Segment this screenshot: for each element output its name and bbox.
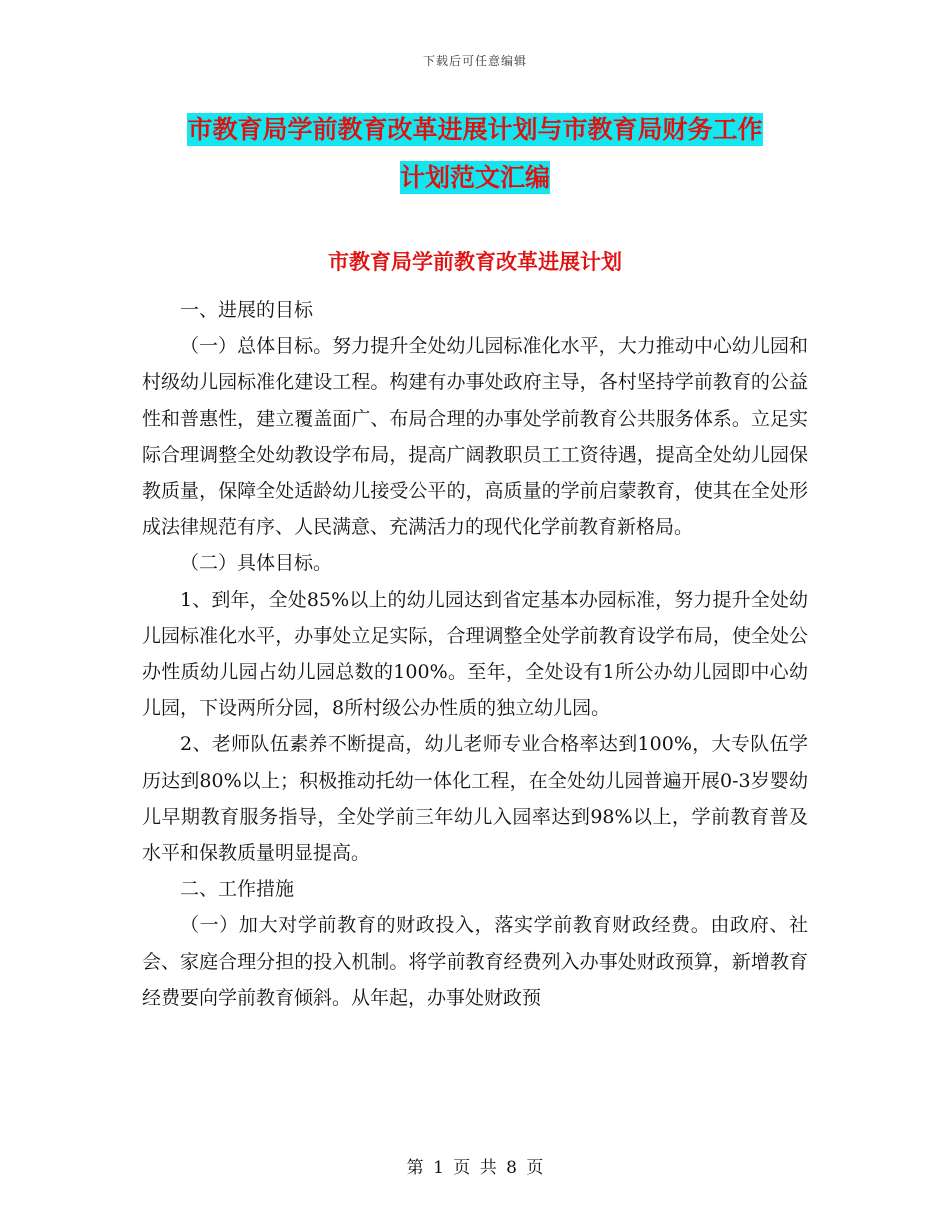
paragraph-specific-goal-2: 2、老师队伍素养不断提高，幼儿老师专业合格率达到100%，大专队伍学历达到80%以上；积极推动托幼一体化工程，在全处幼儿园普遍开展0-3岁婴幼儿早期教育服务指导，全处学前三年幼儿入园率达到98%以上，学前教育普及水平和保教质量明显提高。: [142, 733, 808, 865]
page-number-footer: 第 1 页 共 8 页: [406, 1158, 544, 1178]
header-note: 下载后可任意编辑: [422, 54, 527, 68]
body-text: [142, 292, 808, 1016]
section-title: 市教育局学前教育改革进展计划: [328, 250, 622, 274]
paragraph-measure-1: （一）加大对学前教育的财政投入，落实学前教育财政经费。由政府、社会、家庭合理分担的投入机制。将学前教育经费列入办事处财政预算，新增教育经费要向学前教育倾斜。从年起，办事处财政预: [142, 914, 808, 1009]
paragraph-overall-goal: （一）总体目标。努力提升全处幼儿园标准化水平，大力推动中心幼儿园和村级幼儿园标准化建设工程。构建有办事处政府主导，各村坚持学前教育的公益性和普惠性，建立覆盖面广、布局合理的办事处学前教育公共服务体系。立足实际合理调整全处幼教设学布局，提高广阔教职员工工资待遇，提高全处幼儿园保教质量，保障全处适龄幼儿接受公平的，高质量的学前启蒙教育，使其在全处形成法律规范有序、人民满意、充满活力的现代化学前教育新格局。: [142, 335, 808, 539]
title-line-2: 计划范文汇编: [399, 163, 550, 192]
paragraph-specific-goal-heading: （二）具体目标。: [180, 552, 333, 575]
paragraph-heading-goals: 一、进展的目标: [180, 299, 314, 321]
title-line-1: 市教育局学前教育改革进展计划与市教育局财务工作: [187, 115, 763, 144]
paragraph-specific-goal-1: 1、到年，全处85%以上的幼儿园达到省定基本办园标准，努力提升全处幼儿园标准化水平，办事处立足实际，合理调整全处学前教育设学布局，使全处公办性质幼儿园占幼儿园总数的100%。至年，全处设有1所公办幼儿园即中心幼儿园，下设两所分园，8所村级公办性质的独立幼儿园。: [142, 588, 808, 720]
document-title: [140, 106, 810, 202]
paragraph-heading-measures: 二、工作措施: [180, 878, 295, 901]
